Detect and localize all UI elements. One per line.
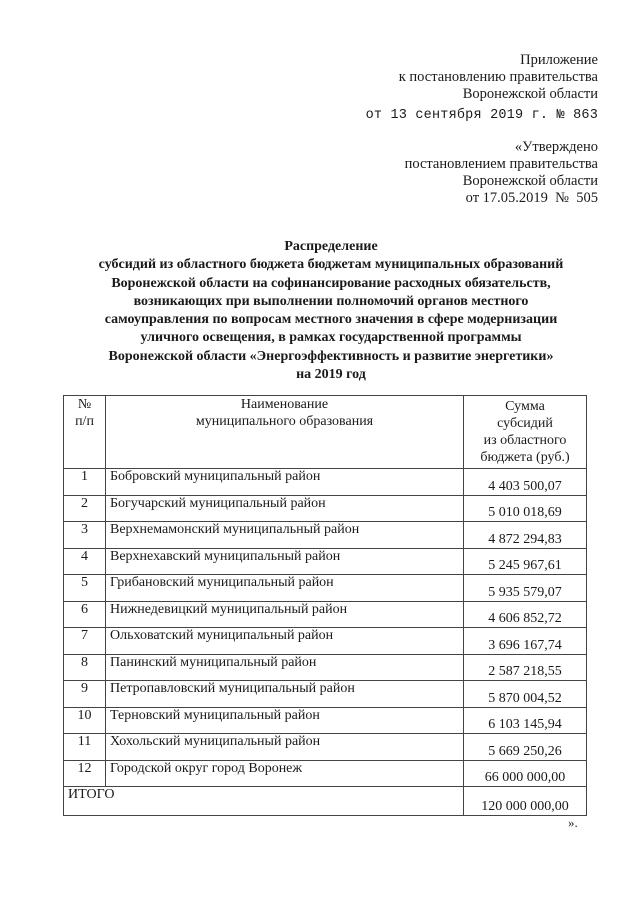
title-line: уличного освещения, в рамках государственной программы <box>140 330 522 346</box>
header-sum-line: субсидий <box>497 416 553 431</box>
cell-sum: 4 403 500,07 <box>464 469 587 496</box>
cell-sum: 6 103 145,94 <box>464 707 587 734</box>
cell-sum: 5 935 579,07 <box>464 575 587 602</box>
header-name-line: Наименование <box>240 397 329 412</box>
header-sum-line: из областного <box>483 433 567 448</box>
cell-name: Верхнехавский муниципальный район <box>106 548 464 575</box>
table-row <box>64 522 587 549</box>
cell-sum: 5 870 004,52 <box>464 681 587 708</box>
cell-sum: 4 872 294,83 <box>464 522 587 549</box>
cell-num: 5 <box>64 575 106 602</box>
cell-name: Терновский муниципальный район <box>106 707 464 734</box>
cell-name: Нижнедевицкий муниципальный район <box>106 601 464 628</box>
cell-name: Бобровский муниципальный район <box>106 469 464 496</box>
cell-num: 2 <box>64 495 106 522</box>
approval-block <box>405 139 598 207</box>
cell-sum: 5 669 250,26 <box>464 734 587 761</box>
table-row <box>64 707 587 734</box>
table-row <box>64 495 587 522</box>
total-row <box>64 787 587 816</box>
cell-num: 8 <box>64 654 106 681</box>
header-number-line: № <box>77 397 92 412</box>
appendix-line: Приложение <box>520 52 598 68</box>
subsidy-table <box>63 395 587 816</box>
approval-line: Воронежской области <box>462 173 598 189</box>
cell-name: Петропавловский муниципальный район <box>106 681 464 708</box>
table-row <box>64 628 587 655</box>
table-header-row <box>64 396 587 469</box>
cell-sum: 2 587 218,55 <box>464 654 587 681</box>
approval-line: постановлением правительства <box>404 156 598 172</box>
title-line: субсидий из областного бюджета бюджетам муниципальных образований <box>98 257 564 273</box>
title-line: самоуправления по вопросам местного значения в сфере модернизации <box>104 312 558 328</box>
cell-num: 9 <box>64 681 106 708</box>
cell-name: Верхнемамонский муниципальный район <box>106 522 464 549</box>
cell-num: 6 <box>64 601 106 628</box>
approval-line: от 17.05.2019 № 505 <box>465 190 598 206</box>
table-row <box>64 575 587 602</box>
cell-name: Грибановский муниципальный район <box>106 575 464 602</box>
cell-name: Хохольский муниципальный район <box>106 734 464 761</box>
table-row <box>64 601 587 628</box>
cell-name: Городской округ город Воронеж <box>106 760 464 787</box>
appendix-line: к постановлению правительства <box>398 69 598 85</box>
header-name <box>106 396 464 469</box>
total-label: ИТОГО <box>64 787 464 816</box>
cell-num: 7 <box>64 628 106 655</box>
cell-sum: 3 696 167,74 <box>464 628 587 655</box>
cell-sum: 4 606 852,72 <box>464 601 587 628</box>
appendix-line: Воронежской области <box>462 86 598 102</box>
cell-name: Ольховатский муниципальный район <box>106 628 464 655</box>
title-line: Воронежской области на софинансирование расходных обязательств, <box>111 275 551 291</box>
title-line: на 2019 год <box>296 367 366 383</box>
cell-num: 3 <box>64 522 106 549</box>
cell-num: 10 <box>64 707 106 734</box>
header-number-line: п/п <box>75 414 94 429</box>
header-sum <box>464 396 587 469</box>
cell-num: 11 <box>64 734 106 761</box>
cell-num: 4 <box>64 548 106 575</box>
table-row <box>64 654 587 681</box>
table-row <box>64 469 587 496</box>
approval-line: «Утверждено <box>514 139 598 155</box>
title-line: Распределение <box>284 239 378 254</box>
header-sum-line: бюджета (руб.) <box>480 450 570 465</box>
title-line: Воронежской области «Энергоэффективность и развитие энергетики» <box>108 348 554 364</box>
table-row <box>64 548 587 575</box>
cell-name: Панинский муниципальный район <box>106 654 464 681</box>
closing-quote: ». <box>568 815 578 830</box>
document-title <box>66 238 596 384</box>
table-row <box>64 760 587 787</box>
cell-name: Богучарский муниципальный район <box>106 495 464 522</box>
cell-sum: 66 000 000,00 <box>464 760 587 787</box>
cell-sum: 5 010 018,69 <box>464 495 587 522</box>
cell-num: 12 <box>64 760 106 787</box>
header-number <box>64 396 106 469</box>
table-row <box>64 681 587 708</box>
cell-sum: 5 245 967,61 <box>464 548 587 575</box>
header-sum-line: Сумма <box>505 399 545 414</box>
header-name-line: муниципального образования <box>195 414 374 429</box>
total-sum: 120 000 000,00 <box>464 787 587 816</box>
table-row <box>64 734 587 761</box>
title-line: возникающих при выполнении полномочий органов местного <box>133 293 529 309</box>
appendix-block <box>399 52 598 103</box>
cell-num: 1 <box>64 469 106 496</box>
decree-date-number: от 13 сентября 2019 г. № 863 <box>365 108 598 123</box>
